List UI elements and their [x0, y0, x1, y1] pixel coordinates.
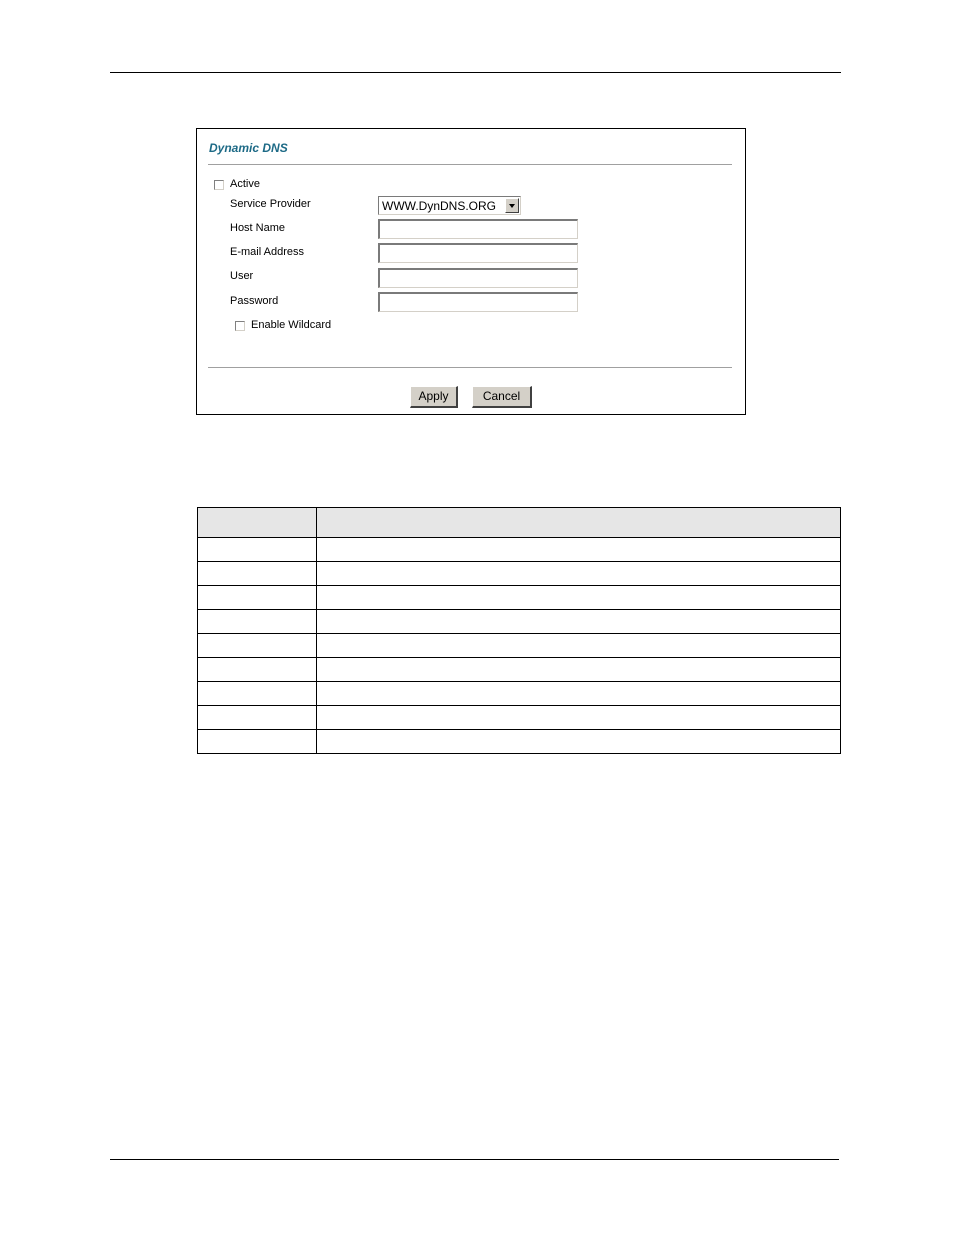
- email-label: E-mail Address: [230, 246, 304, 258]
- table-row: [198, 682, 841, 706]
- service-provider-label: Service Provider: [230, 198, 311, 210]
- table-row: [198, 634, 841, 658]
- table-row: [198, 730, 841, 754]
- title-divider: [208, 164, 732, 166]
- host-name-label: Host Name: [230, 222, 286, 234]
- user-label: User: [230, 270, 254, 282]
- apply-button[interactable]: Apply: [410, 386, 458, 408]
- table-cell: [198, 562, 317, 586]
- password-label: Password: [230, 295, 279, 307]
- header-rule: [110, 72, 841, 73]
- table-row: [198, 658, 841, 682]
- table-header-row: [198, 508, 841, 538]
- footer-rule: [110, 1159, 839, 1160]
- panel-title: Dynamic DNS: [209, 141, 288, 155]
- header-cell-label: [198, 508, 317, 538]
- dynamic-dns-panel: [196, 128, 746, 415]
- active-checkbox[interactable]: [214, 180, 224, 190]
- table-cell: [317, 538, 841, 562]
- table-row: [198, 586, 841, 610]
- password-field[interactable]: [378, 292, 578, 312]
- user-field[interactable]: [378, 268, 578, 288]
- table-cell: [198, 706, 317, 730]
- enable-wildcard-label: Enable Wildcard: [251, 319, 332, 331]
- cancel-button[interactable]: Cancel: [472, 386, 532, 408]
- service-provider-value: WWW.DynDNS.ORG: [382, 199, 496, 213]
- table-cell: [198, 682, 317, 706]
- table-row: [198, 538, 841, 562]
- table-row: [198, 610, 841, 634]
- table-cell: [198, 730, 317, 754]
- dropdown-arrow-icon[interactable]: [505, 198, 519, 213]
- service-provider-select[interactable]: [378, 196, 521, 215]
- table-cell: [198, 610, 317, 634]
- table-cell: [317, 658, 841, 682]
- table-cell: [198, 634, 317, 658]
- table-cell: [317, 730, 841, 754]
- enable-wildcard-checkbox[interactable]: [235, 321, 245, 331]
- table-cell: [317, 634, 841, 658]
- footer-divider: [208, 367, 732, 369]
- table-cell: [317, 586, 841, 610]
- table-cell: [198, 538, 317, 562]
- description-table: [197, 507, 841, 754]
- table-row: [198, 706, 841, 730]
- active-label: Active: [230, 178, 260, 190]
- host-name-field[interactable]: [378, 219, 578, 239]
- table-cell: [198, 658, 317, 682]
- table-row: [198, 562, 841, 586]
- table-cell: [317, 610, 841, 634]
- table-cell: [317, 682, 841, 706]
- header-cell-description: [317, 508, 841, 538]
- table-cell: [317, 706, 841, 730]
- table-cell: [198, 586, 317, 610]
- table-cell: [317, 562, 841, 586]
- email-field[interactable]: [378, 243, 578, 263]
